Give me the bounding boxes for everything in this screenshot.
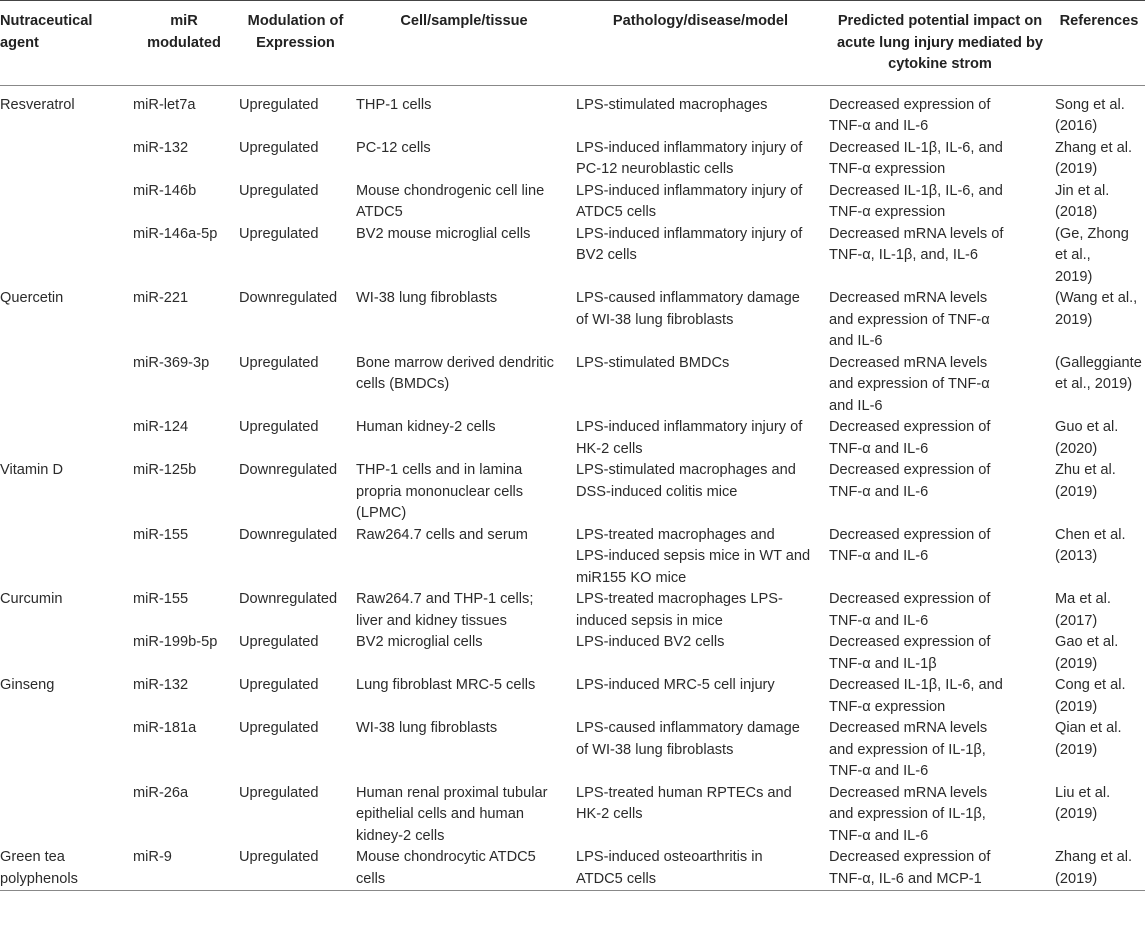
pathology-cell: LPS-induced inflammatory injury of BV2 cells xyxy=(576,225,803,263)
sample-cell: Lung fibroblast MRC-5 cells xyxy=(356,677,536,693)
reference-cell: Ma et al. (2017) xyxy=(1055,591,1111,629)
table-row xyxy=(0,632,1145,675)
sample-cell: Mouse chondrocytic ATDC5 cells xyxy=(356,849,536,887)
mir-cell: miR-155 xyxy=(133,591,189,607)
pathology-cell: LPS-induced inflammatory injury of ATDC5 cells xyxy=(576,182,803,220)
sample-cell: THP-1 cells and in lamina propria mononuclear cells (LPMC) xyxy=(356,462,524,521)
header-row xyxy=(0,1,1145,86)
impact-cell: Decreased IL-1β, IL-6, and TNF-α expression xyxy=(829,182,1003,220)
modulation-cell: Upregulated xyxy=(239,677,319,693)
sample-cell: Human renal proximal tubular epithelial cells and human kidney-2 cells xyxy=(356,784,548,844)
mir-cell: miR-146b xyxy=(133,182,197,199)
sample-cell: WI-38 lung fibroblasts xyxy=(356,290,498,306)
table-row xyxy=(0,783,1145,848)
agent-cell xyxy=(0,783,131,848)
modulation-cell: Upregulated xyxy=(239,139,319,156)
sample-cell: BV2 microglial cells xyxy=(356,634,483,650)
reference-cell: (Ge, Zhong et al., 2019) xyxy=(1055,225,1129,285)
table-row xyxy=(0,675,1145,718)
reference-cell: Zhu et al. (2019) xyxy=(1055,462,1116,500)
header-pathology-disease-model: Pathology/disease/model xyxy=(612,13,789,29)
reference-cell: Zhang et al. (2019) xyxy=(1055,849,1133,887)
header-nutraceutical-agent: Nutraceutical agent xyxy=(0,13,93,51)
table-row xyxy=(0,181,1145,224)
pathology-cell: LPS-stimulated macrophages xyxy=(576,96,768,113)
pathology-cell: LPS-caused inflammatory damage of WI-38 lung fibroblasts xyxy=(576,720,800,758)
table-row xyxy=(0,718,1145,783)
mir-cell: miR-221 xyxy=(133,290,189,306)
modulation-cell: Downregulated xyxy=(239,591,338,607)
table-row xyxy=(0,288,1145,353)
pathology-cell: LPS-induced osteoarthritis in ATDC5 cells xyxy=(576,849,763,887)
modulation-cell: Downregulated xyxy=(239,290,338,306)
sample-cell: BV2 mouse microglial cells xyxy=(356,225,531,242)
modulation-cell: Upregulated xyxy=(239,849,319,865)
reference-cell: Chen et al. (2013) xyxy=(1055,526,1126,564)
mir-cell: miR-146a-5p xyxy=(133,225,218,242)
pathology-cell: LPS-stimulated macrophages and DSS-induced colitis mice xyxy=(576,462,796,500)
table-row xyxy=(0,353,1145,418)
header-cell-sample-tissue: Cell/sample/tissue xyxy=(400,13,528,29)
reference-cell: Jin et al. (2018) xyxy=(1055,182,1110,220)
impact-cell: Decreased mRNA levels and expression of IL-1β, TNF-α and IL-6 xyxy=(829,720,988,779)
mir-cell: miR-26a xyxy=(133,784,189,801)
impact-cell: Decreased expression of TNF-α and IL-6 xyxy=(829,591,991,629)
header-modulation-of-expression: Modulation of Expression xyxy=(247,13,344,51)
reference-cell: Cong et al. (2019) xyxy=(1055,677,1126,715)
modulation-cell: Upregulated xyxy=(239,182,319,199)
pathology-cell: LPS-treated macrophages and LPS-induced sepsis mice in WT and miR155 KO mice xyxy=(576,526,811,586)
sample-cell: Bone marrow derived dendritic cells (BMDCs) xyxy=(356,354,554,392)
pathology-cell: LPS-caused inflammatory damage of WI-38 lung fibroblasts xyxy=(576,290,800,328)
reference-cell: (Wang et al., 2019) xyxy=(1055,290,1138,328)
modulation-cell: Downregulated xyxy=(239,526,338,543)
table-body xyxy=(0,85,1145,891)
table-row xyxy=(0,138,1145,181)
table-header xyxy=(0,1,1145,86)
pathology-cell: LPS-induced MRC-5 cell injury xyxy=(576,677,775,693)
pathology-cell: LPS-treated macrophages LPS- induced sepsis in mice xyxy=(576,591,783,629)
table-row xyxy=(0,417,1145,460)
reference-cell: Qian et al. (2019) xyxy=(1055,720,1122,758)
reference-cell: Liu et al. (2019) xyxy=(1055,784,1111,822)
pathology-cell: LPS-treated human RPTECs and HK-2 cells xyxy=(576,784,792,822)
pathology-cell: LPS-induced inflammatory injury of PC-12 neuroblastic cells xyxy=(576,139,803,177)
agent-cell xyxy=(0,138,131,181)
impact-cell: Decreased mRNA levels and expression of TNF-α and IL-6 xyxy=(829,290,990,349)
agent-cell xyxy=(0,224,131,289)
header-mir-modulated: miR modulated xyxy=(147,13,221,51)
reference-cell: Gao et al. (2019) xyxy=(1055,634,1119,672)
mir-cell: miR-125b xyxy=(133,462,197,478)
mir-cell: miR-9 xyxy=(133,849,172,865)
table-row xyxy=(0,460,1145,525)
impact-cell: Decreased mRNA levels of TNF-α, IL-1β, and, IL-6 xyxy=(829,225,1004,263)
modulation-cell: Upregulated xyxy=(239,354,319,371)
impact-cell: Decreased mRNA levels and expression of IL-1β, TNF-α and IL-6 xyxy=(829,784,988,844)
mir-cell: miR-124 xyxy=(133,419,189,435)
modulation-cell: Upregulated xyxy=(239,96,319,113)
mir-cell: miR-199b-5p xyxy=(133,634,218,650)
modulation-cell: Upregulated xyxy=(239,419,319,435)
table-row xyxy=(0,224,1145,289)
agent-cell: Green tea polyphenols xyxy=(0,849,78,887)
sample-cell: PC-12 cells xyxy=(356,139,431,156)
agent-cell xyxy=(0,417,131,460)
reference-cell: Song et al. (2016) xyxy=(1055,96,1125,134)
sample-cell: Raw264.7 and THP-1 cells; liver and kidney tissues xyxy=(356,591,534,629)
reference-cell: Guo et al. (2020) xyxy=(1055,419,1119,457)
impact-cell: Decreased expression of TNF-α and IL-1β xyxy=(829,634,991,672)
agent-cell: Quercetin xyxy=(0,290,64,306)
agent-cell xyxy=(0,632,131,675)
agent-cell: Vitamin D xyxy=(0,462,63,478)
agent-cell xyxy=(0,718,131,783)
mir-cell: miR-181a xyxy=(133,720,197,736)
header-predicted-impact: Predicted potential impact on acute lung injury mediated by cytokine strom xyxy=(837,13,1043,72)
sample-cell: Raw264.7 cells and serum xyxy=(356,526,528,543)
agent-cell xyxy=(0,525,131,590)
mir-cell: miR-132 xyxy=(133,139,189,156)
sample-cell: Mouse chondrogenic cell line ATDC5 xyxy=(356,182,545,220)
impact-cell: Decreased IL-1β, IL-6, and TNF-α expression xyxy=(829,139,1003,177)
mir-cell: miR-369-3p xyxy=(133,354,210,371)
mir-cell: miR-132 xyxy=(133,677,189,693)
mir-cell: miR-let7a xyxy=(133,96,196,113)
impact-cell: Decreased expression of TNF-α and IL-6 xyxy=(829,96,991,134)
modulation-cell: Downregulated xyxy=(239,462,338,478)
agent-cell: Curcumin xyxy=(0,591,63,607)
reference-cell: (Galleggiante et al., 2019) xyxy=(1055,354,1142,392)
agent-cell: Resveratrol xyxy=(0,96,75,113)
pathology-cell: LPS-induced BV2 cells xyxy=(576,634,725,650)
impact-cell: Decreased expression of TNF-α, IL-6 and MCP-1 xyxy=(829,849,991,887)
agent-cell: Ginseng xyxy=(0,677,55,693)
sample-cell: Human kidney-2 cells xyxy=(356,419,496,435)
table-row xyxy=(0,847,1145,891)
modulation-cell: Upregulated xyxy=(239,720,319,736)
table-row xyxy=(0,85,1145,138)
pathology-cell: LPS-induced inflammatory injury of HK-2 cells xyxy=(576,419,803,457)
impact-cell: Decreased mRNA levels and expression of TNF-α and IL-6 xyxy=(829,354,990,414)
mir-cell: miR-155 xyxy=(133,526,189,543)
table-row xyxy=(0,525,1145,590)
impact-cell: Decreased expression of TNF-α and IL-6 xyxy=(829,419,991,457)
header-references: References xyxy=(1059,13,1139,29)
modulation-cell: Upregulated xyxy=(239,634,319,650)
sample-cell: WI-38 lung fibroblasts xyxy=(356,720,498,736)
impact-cell: Decreased expression of TNF-α and IL-6 xyxy=(829,462,991,500)
impact-cell: Decreased IL-1β, IL-6, and TNF-α expression xyxy=(829,677,1003,715)
pathology-cell: LPS-stimulated BMDCs xyxy=(576,354,730,371)
reference-cell: Zhang et al. (2019) xyxy=(1055,139,1133,177)
agent-cell xyxy=(0,353,131,418)
modulation-cell: Upregulated xyxy=(239,225,319,242)
table-row xyxy=(0,589,1145,632)
sample-cell: THP-1 cells xyxy=(356,96,432,113)
impact-cell: Decreased expression of TNF-α and IL-6 xyxy=(829,526,991,564)
modulation-cell: Upregulated xyxy=(239,784,319,801)
agent-cell xyxy=(0,181,131,224)
